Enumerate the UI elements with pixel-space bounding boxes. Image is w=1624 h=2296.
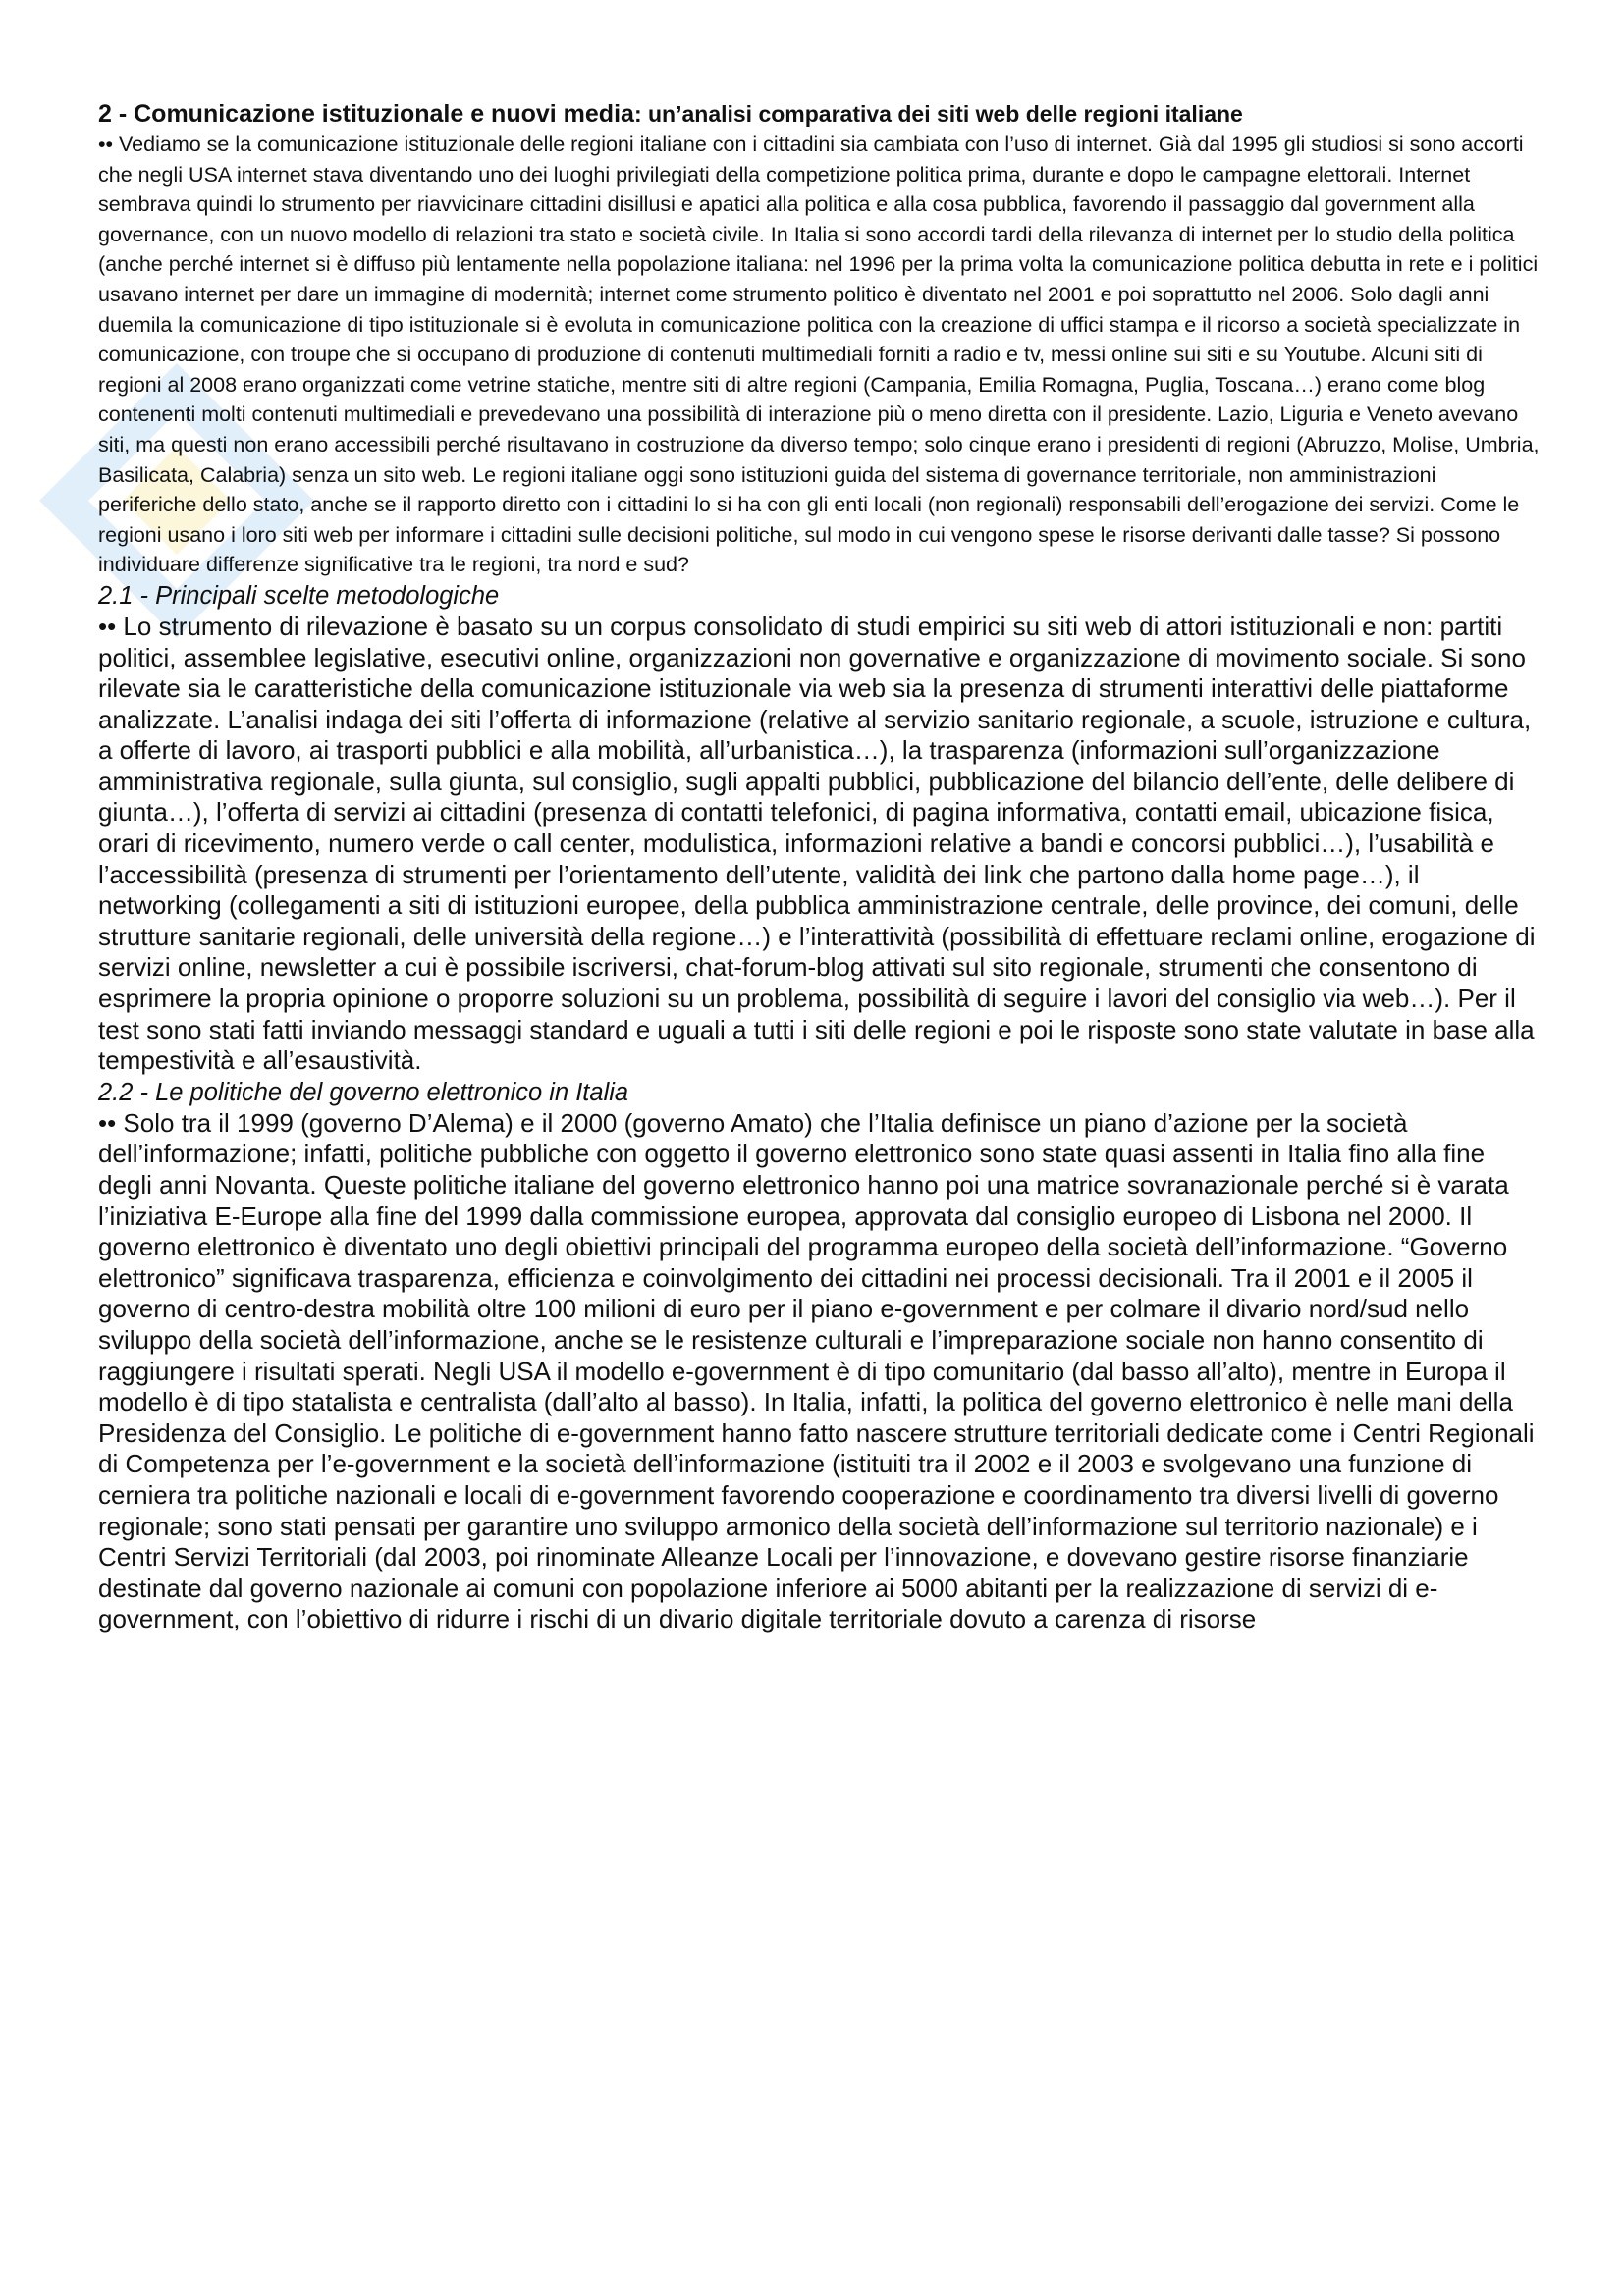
section-heading-2-2: 2.2 - Le politiche del governo elettronico in Italia	[98, 1078, 629, 1106]
heading-subtitle: : un’analisi comparativa dei siti web delle regioni italiane	[633, 101, 1243, 127]
document-heading	[98, 98, 1540, 130]
heading-main: 2 - Comunicazione istituzionale e nuovi media	[98, 100, 634, 128]
document-page	[98, 98, 1540, 1635]
intro-paragraph: •• Vediamo se la comunicazione istituzionale delle regioni italiane con i cittadini sia cambiata con l’uso di internet. Già dal 1995 gli studiosi si sono accorti che negli USA internet stava diventando uno dei luoghi privilegiati della competizione politica prima, durante e dopo le campagne elettorali. Internet sembrava quindi lo strumento per riavvicinare cittadini disillusi e apatici alla politica e alla cosa pubblica, favorendo il passaggio dal government alla governance, con un nuovo modello di relazioni tra stato e società civile. In Italia si sono accordi tardi della rilevanza di internet per lo studio della politica (anche perché internet si è diffuso più lentamente nella popolazione italiana: nel 1996 per la prima volta la comunicazione politica debutta in rete e i politici usavano internet per dare un immagine di modernità; internet come strumento politico è diventato nel 2001 e poi soprattutto nel 2006. Solo dagli anni duemila la comunicazione di tipo istituzionale si è evoluta in comunicazione politica con la creazione di uffici stampa e il ricorso a società specializzate in comunicazione, con troupe che si occupano di produzione di contenuti multimediali forniti a radio e tv, messi online sui siti e su Youtube. Alcuni siti di regioni al 2008 erano organizzati come vetrine statiche, mentre siti di altre regioni (Campania, Emilia Romagna, Puglia, Toscana…) erano come blog contenenti molti contenuti multimediali e prevedevano una possibilità di interazione più o meno diretta con il presidente. Lazio, Liguria e Veneto avevano siti, ma questi non erano accessibili perché risultavano in costruzione da diverso tempo; solo cinque erano i presidenti di regioni (Abruzzo, Molise, Umbria, Basilicata, Calabria) senza un sito web. Le regioni italiane oggi sono istituzioni guida del sistema di governance territoriale, non amministrazioni periferiche dello stato, anche se il rapporto diretto con i cittadini lo si ha con gli enti locali (non regionali) responsabili dell’erogazione dei servizi. Come le regioni usano i loro siti web per informare i cittadini sulle decisioni politiche, sul modo in cui vengono spese le risorse derivanti dalle tasse? Si possono individuare differenze significative tra le regioni, tra nord e sud?	[98, 133, 1540, 577]
paragraph-2-2: •• Solo tra il 1999 (governo D’Alema) e il 2000 (governo Amato) che l’Italia definisce un piano d’azione per la società dell’informazione; infatti, politiche pubbliche con oggetto il governo elettronico sono state quasi assenti in Italia fino alla fine degli anni Novanta. Queste politiche italiane del governo elettronico hanno poi una matrice sovranazionale perché si è varata l’iniziativa E-Europe alla fine del 1999 dalla commissione europea, approvata dal consiglio europeo di Lisbona nel 2000. Il governo elettronico è diventato uno degli obiettivi principali del programma europeo della società dell’informazione. “Governo elettronico” significava trasparenza, efficienza e coinvolgimento dei cittadini nei processi decisionali. Tra il 2001 e il 2005 il governo di centro-destra mobilità oltre 100 milioni di euro per il piano e-government e per colmare il divario nord/sud nello sviluppo della società dell’informazione, anche se le resistenze culturali e l’impreparazione sociale non hanno consentito di raggiungere i risultati sperati. Negli USA il modello e-government è di tipo comunitario (dal basso all’alto), mentre in Europa il modello è di tipo statalista e centralista (dall’alto al basso). In Italia, infatti, la politica del governo elettronico è nelle mani della Presidenza del Consiglio. Le politiche di e-government hanno fatto nascere strutture territoriali dedicate come i Centri Regionali di Competenza per l’e-government e la società dell’informazione (istituiti tra il 2002 e il 2003 e svolgevano una funzione di cerniera tra politiche nazionali e locali di e-government favorendo cooperazione e coordinamento tra diversi livelli di governo regionale; sono stati pensati per garantire uno sviluppo armonico della società dell’informazione sul territorio nazionale) e i Centri Servizi Territoriali (dal 2003, poi rinominate Alleanze Locali per l’innovazione, e dovevano gestire risorse finanziarie destinate dal governo nazionale ai comuni con popolazione inferiore ai 5000 abitanti per la realizzazione di servizi di e-government, con l’obiettivo di ridurre i rischi di un divario digitale territoriale dovuto a carenza di risorse	[98, 1107, 1535, 1634]
paragraph-2-1: •• Lo strumento di rilevazione è basato su un corpus consolidato di studi empirici su siti web di attori istituzionali e non: partiti politici, assemblee legislative, esecutivi online, organizzazioni non governative e organizzazione di movimento sociale. Si sono rilevate sia le caratteristiche della comunicazione istituzionale via web sia la presenza di strumenti interattivi delle piattaforme analizzate. L’analisi indaga dei siti l’offerta di informazione (relative al servizio sanitario regionale, a scuole, istruzione e cultura, a offerte di lavoro, ai trasporti pubblici e alla mobilità, all’urbanistica…), la trasparenza (informazioni sull’organizzazione amministrativa regionale, sulla giunta, sul consiglio, sugli appalti pubblici, pubblicazione del bilancio dell’ente, delle delibere di giunta…), l’offerta di servizi ai cittadini (presenza di contatti telefonici, di pagina informativa, contatti email, ubicazione fisica, orari di ricevimento, numero verde o call center, modulistica, informazioni relative a bandi e concorsi pubblici…), l’usabilità e l’accessibilità (presenza di strumenti per l’orientamento dell’utente, validità dei link che partono dalla home page…), il networking (collegamenti a siti di istituzioni europee, della pubblica amministrazione centrale, delle province, dei comuni, delle strutture sanitarie regionali, delle università della regione…) e l’interattività (possibilità di effettuare reclami online, erogazione di servizi online, newsletter a cui è possibile iscriversi, chat-forum-blog attivati sul sito regionale, strumenti che consentono di esprimere la propria opinione o proporre soluzioni su un problema, possibilità di seguire i lavori del consiglio via web…). Per il test sono stati fatti inviando messaggi standard e uguali a tutti i siti delle regioni e poi le risposte sono state valutate in base alla tempestività e all’esaustività.	[98, 611, 1536, 1076]
section-heading-2-1: 2.1 - Principali scelte metodologiche	[98, 581, 500, 610]
